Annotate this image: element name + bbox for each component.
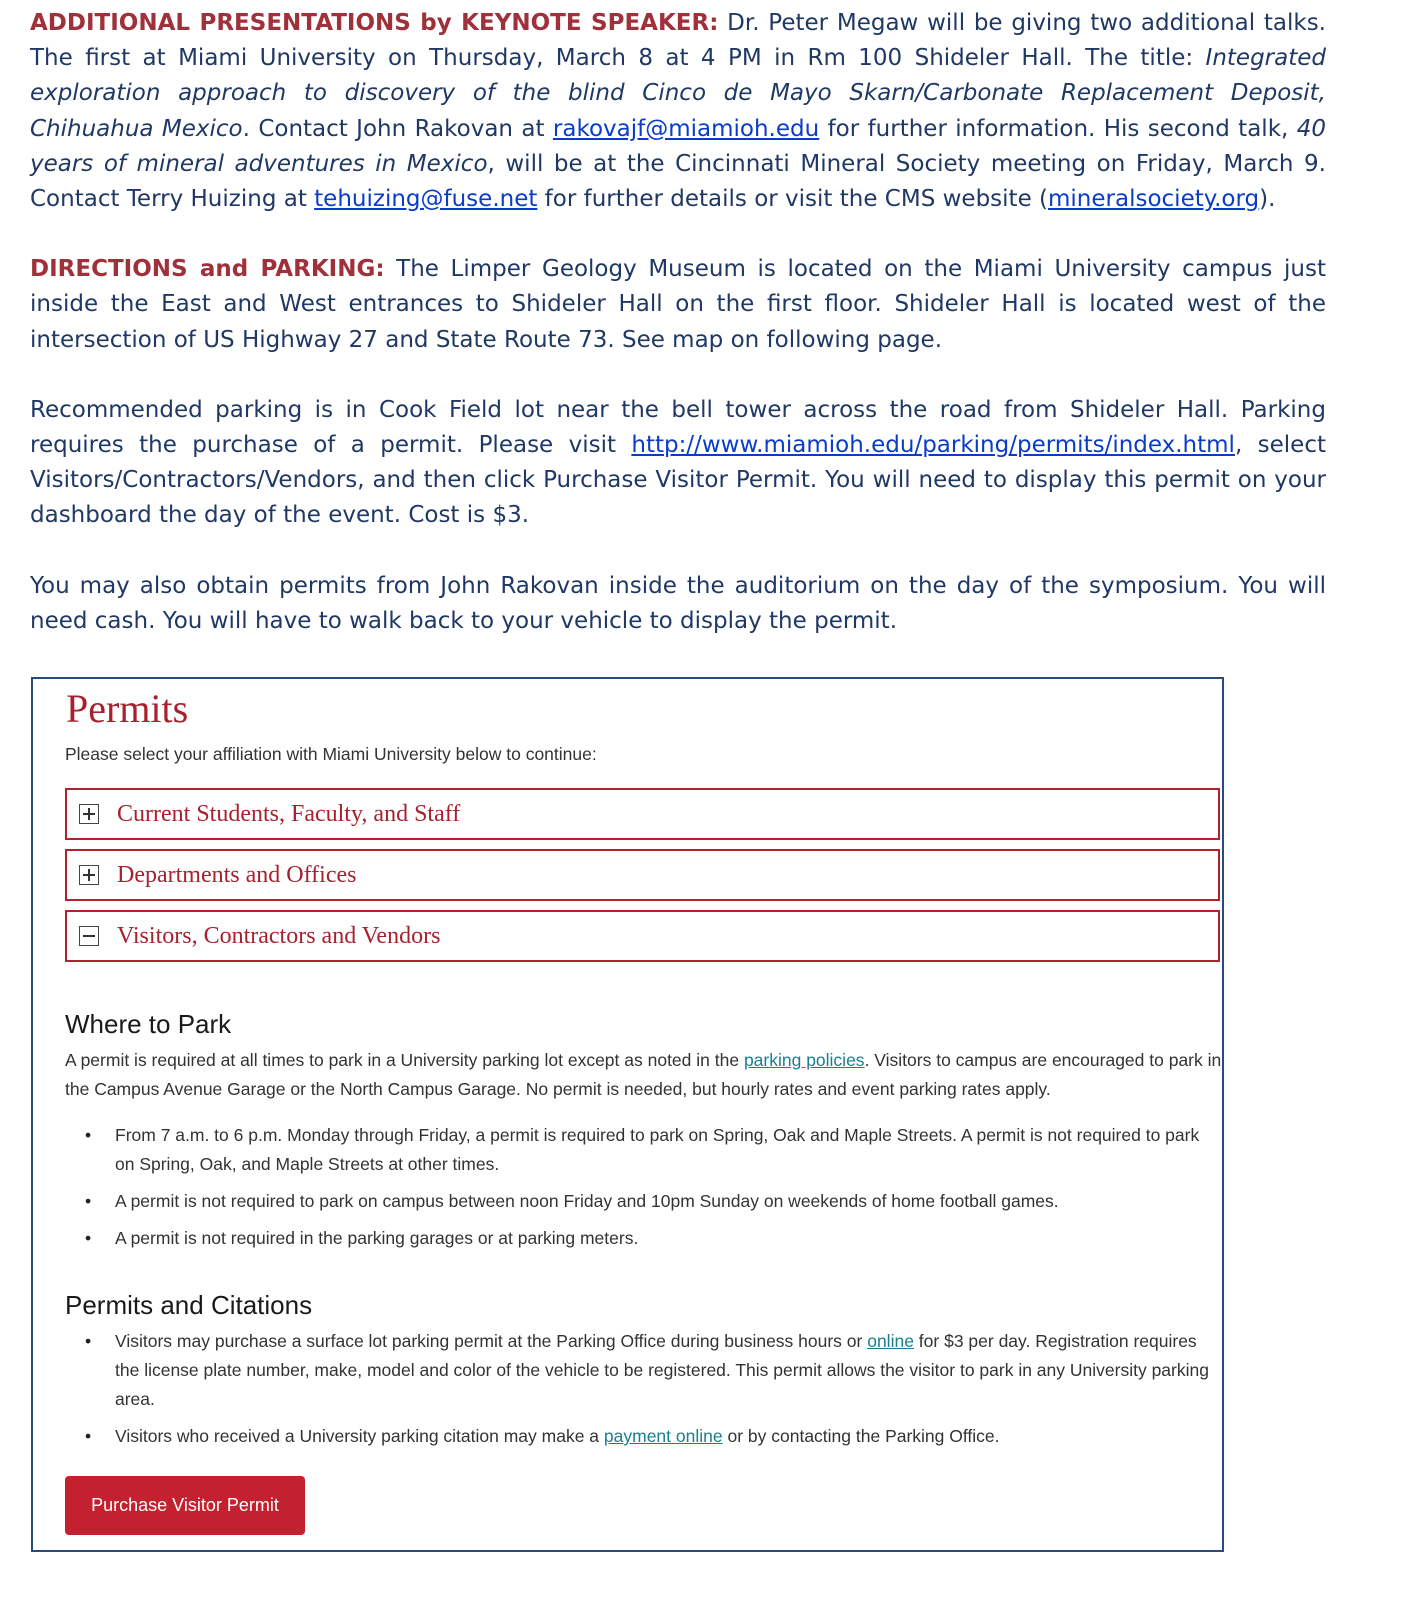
parking-paragraph (30, 393, 1326, 534)
permits-citations-heading: Permits and Citations (65, 1290, 313, 1320)
where-to-park-heading: Where to Park (65, 1009, 232, 1039)
permits-title: Permits (66, 686, 189, 731)
accordion-label: Departments and Offices (117, 861, 357, 888)
presentations-paragraph (30, 6, 1326, 217)
permits-intro: Please select your affiliation with Miami University below to continue: (65, 744, 597, 764)
accordion-label: Current Students, Faculty, and Staff (117, 800, 461, 827)
list-item (115, 1422, 1215, 1451)
permits-screenshot-panel (31, 677, 1224, 1552)
citation-text: Visitors who received a University parking citation may make a (115, 1426, 604, 1446)
parking-text: Recommended parking is in Cook Field lot near the bell tower across the road from Shideler Hall. Parking requires the purchase of a permit. Please visit (30, 396, 1326, 459)
email-link-huizing[interactable]: tehuizing@fuse.net (314, 186, 538, 213)
parking-url-link[interactable]: http://www.miamioh.edu/parking/permits/index.html (631, 432, 1235, 459)
talk-title-2: 40 years of mineral adventures in Mexico (30, 115, 1326, 177)
citation-text: Visitors may purchase a surface lot parking permit at the Parking Office during business hours or (115, 1331, 868, 1351)
email-link-rakovan[interactable]: rakovajf@miamioh.edu (552, 115, 820, 142)
cash-paragraph: You may also obtain permits from John Rakovan inside the auditorium on the day of the symposium. You will need cash. You will have to walk back to your vehicle to display the permit. (30, 572, 1326, 634)
parking-policies-link[interactable]: parking policies (743, 1050, 865, 1070)
document-body (30, 6, 1326, 674)
accordion-visitors[interactable] (65, 910, 1220, 962)
citation-text: or by contacting the Parking Office. (722, 1426, 1000, 1446)
presentations-heading: ADDITIONAL PRESENTATIONS by KEYNOTE SPEAKER: (30, 10, 719, 36)
list-item (115, 1327, 1215, 1414)
directions-text: The Limper Geology Museum is located on the Miami University campus just inside the East and West entrances to Shideler Hall on the first floor. Shideler Hall is located west of the intersection of US Highway 27 and State Route 73. See map on following page. (30, 256, 1327, 353)
payment-online-link[interactable]: payment online (603, 1426, 723, 1446)
expand-plus-icon (79, 804, 99, 824)
presentations-text: for further information. His second talk, (819, 115, 1297, 142)
where-text: . Visitors to campus are encouraged to park in the Campus Avenue Garage or the North Campus Garage. No permit is needed, but hourly rates and event parking rates apply. (65, 1050, 1222, 1099)
cms-website-link[interactable]: mineralsociety.org (1048, 186, 1260, 213)
presentations-text: Dr. Peter Megaw will be giving two additional talks. The first at Miami University on Thursday, March 8 at 4 PM in Rm 100 Shideler Hall. The title: (30, 10, 1326, 72)
presentations-text: . Contact John Rakovan at (242, 115, 553, 142)
list-item: • A permit is not required in the parking garages or at parking meters. (115, 1224, 1215, 1253)
accordion-label: Visitors, Contractors and Vendors (117, 922, 441, 949)
accordion-departments[interactable] (65, 849, 1220, 901)
where-text: A permit is required at all times to park in a University parking lot except as noted in the (65, 1050, 744, 1070)
expand-plus-icon (79, 865, 99, 885)
online-link[interactable]: online (867, 1331, 914, 1351)
where-to-park-text (65, 1046, 1225, 1104)
accordion-current-students[interactable] (65, 788, 1220, 840)
directions-heading: DIRECTIONS and PARKING: (30, 256, 385, 283)
presentations-text: , will be at the Cincinnati Mineral Society meeting on Friday, March 9. Contact Terry Huizing at (30, 150, 1326, 213)
purchase-visitor-permit-button[interactable]: Purchase Visitor Permit (65, 1476, 305, 1535)
collapse-minus-icon (79, 926, 99, 946)
citation-text: for $3 per day. Registration requires the license plate number, make, model and color of the vehicle to be registered. This permit allows the visitor to park in any University parking area. (115, 1331, 1209, 1409)
list-item: • A permit is not required to park on campus between noon Friday and 10pm Sunday on weekends of home football games. (115, 1187, 1215, 1216)
parking-text: , select Visitors/Contractors/Vendors, and then click Purchase Visitor Permit. You will need to display this permit on your dashboard the day of the event. Cost is $3. (30, 432, 1326, 529)
talk-title-1: Integrated exploration approach to discovery of the blind Cinco de Mayo Skarn/Carbonate Replacement Deposit, Chihuahua Mexico (30, 45, 1326, 142)
presentations-text: for further details or visit the CMS website ( (537, 186, 1049, 213)
list-item: • From 7 a.m. to 6 p.m. Monday through Friday, a permit is required to park on Spring, Oak and Maple Streets. A permit is not required to park on Spring, Oak, and Maple Streets at other times. (115, 1121, 1215, 1179)
directions-paragraph (30, 252, 1326, 358)
presentations-text: ). (1259, 186, 1276, 213)
